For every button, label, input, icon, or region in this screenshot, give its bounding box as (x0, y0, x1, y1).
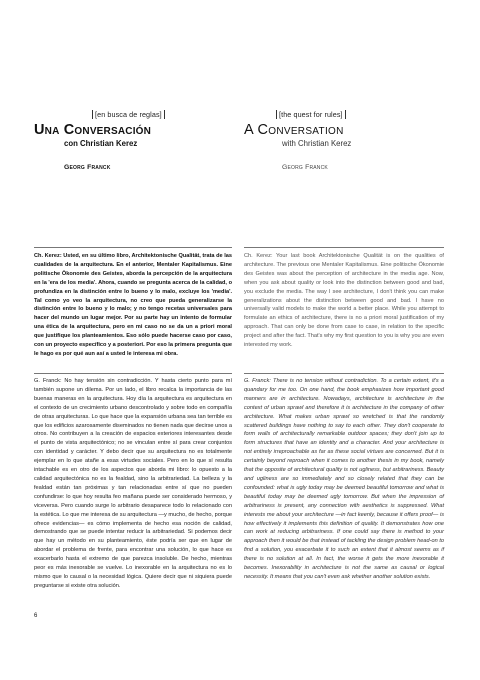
spanish-subtitle: con Christian Kerez (64, 139, 138, 148)
english-subtitle: with Christian Kerez (282, 139, 352, 148)
english-divider-rule (244, 373, 444, 374)
spanish-top-rule (34, 247, 232, 248)
spanish-answer: G. Franck: No hay tensión sin contradicción. Y hasta cierto punto para mí también supone un dilema. Por un lado, el libro recalca la importancia de las buenas maneras en la arquitectura. Hoy día la arquitectura es arquitectura en el contexto de un crecimiento urbano descontrolado y sobre todo en compañía de otras arquitecturas. Lo que hace que la expansión urbana sea tan terrible es que los edificios azarosamente diseminados no tienen nada que decirse unos a otros. No contribuyen a la creación de espacios exteriores interesantes desde el punto de vista arquitectónico; no se vinculan entre sí para crear conjuntos con identidad y carácter. Y debo decir que su arquitectura no es totalmente ejemplar en lo que atañe a esas virtudes sociales. Pero en lo que sí resulta intachable es en otro de los aspectos que aborda mi libro: lo opuesto a la calidad arquitectónica no es la fealdad, sino la arbitrariedad. La belleza y la fealdad están tan próximas y tan relacionadas entre sí que no pueden confundirse: lo que hoy resulta feo mañana puede ser considerado hermoso, y viceversa. Pero cuando surge lo arbitrario desaparece todo lo relacionado con la estética. Lo que me interesa de su arquitectura —y mucho, de hecho, porque ofrece evidencias— es cómo implementa de hecho esa noción de calidad, demostrando que se puede intentar reducir la arbitrariedad. Si podemos decir que hay un método en su planteamiento, éste podría ser que en lugar de abordar el problema de frente, para encontrar una solución, lo que hace es exacerbarlo hasta el extremo de que parezca insoluble. De hecho, mientras peor es más inexorable se vuelve. Lo inexorable en la arquitectura no es lo mismo que lo causal o la necesidad lógica. Quiere decir que ni siquiera puede preguntarse si existe otra solución. (34, 378, 232, 589)
english-title: A Conversation (244, 122, 344, 138)
spanish-divider-rule (34, 373, 232, 374)
spanish-pretitle: [en busca de reglas] (34, 110, 232, 119)
spanish-author: Georg Franck (64, 164, 111, 171)
spanish-title: Una Conversación (34, 122, 152, 138)
english-question: Ch. Kerez: Your last book Architektonische Qualität is on the qualities of architecture. The previous one Mentaler Kapitalismus. Eine politische Ökonomie des Geistes was about the perception of architecture in the media age. Now, when you ask about quality or look into the distinction between good and bad, you exclude the media. The way I see architecture, I don't think you can make generalizations about the distinction between good and bad. I have no universally valid models to make the world a better place. While you attempt to formulate an ethics of architecture, there is no a priori moral justification of my approach. That can only be done from case to case, in relation to the specific project and after the fact. That's why my first question to you is why you are even interested my work. (244, 253, 444, 349)
spanish-question: Ch. Kerez: Usted, en su último libro, Architektonische Qualität, trata de las cualidades de la arquitectura. En el anterior, Mentaler Kapitalismus. Eine politische Ökonomie des Geistes, aborda la percepción de la arquitectura en la 'era de los media'. Ahora, cuando se pregunta acerca de la calidad, o profundiza en la distinción entre lo bueno y lo malo, excluye los 'media'. Tal como yo veo la arquitectura, no creo que pueda generalizarse la distinción entre lo bueno y lo malo; y no tengo recetas universales para hacer del mundo un lugar mejor. Por su parte hay un intento de formular una ética de la arquitectura, pero en mi caso no se da un a priori moral que justifique los planteamientos. Eso sólo puede hacerse caso por caso, con un proyecto específico y a posteriori. Por eso la primera pregunta que le hago es por qué aun así a usted le interesa mi obra. (34, 253, 233, 357)
english-pretitle: [the quest for rules] (244, 110, 444, 119)
english-header (244, 110, 444, 171)
page-number: 6 (34, 613, 38, 619)
english-top-rule (244, 247, 444, 248)
spanish-header (34, 110, 232, 171)
english-author: Georg Franck (282, 164, 328, 171)
english-answer: G. Franck: There is no tension without contradiction. To a certain extent, it's a quandary for me too. On one hand, the book emphasizes how important good manners are in architecture. Nowadays, architecture is architecture in the context of urban sprawl and therefore it is architecture in the company of other architecture. What makes urban sprawl so wretched is that the randomly scattered buildings have nothing to say to each other. They don't cooperate to form walls of architecturally remarkable outdoor spaces; they don't join up to form structures that have an identity and a character. And your architecture is not entirely irreproachable as far as these social virtues are concerned. But it is certainly beyond reproach when it comes to another thesis in my book, namely that the opposite of architectural quality is not ugliness, but arbitrariness. Beauty and ugliness are so immediately and so closely related that they can be confounded: what is ugly today may be deemed beautiful tomorrow and what is beautiful today may be deemed ugly tomorrow. But when the impression of arbitrariness is present, any connection with aesthetics is suppressed. What interests me about your architecture —in fact keenly, because it offers proof— is how effectively it implements this definition of quality. It demonstrates how one can work at reducing arbitrariness. If one could say there is method to your approach then it would be that instead of tackling the design problem head-on to find a solution, you exacerbate it to such an extent that it almost seems as if there is no solution at all. In fact, the worse it gets the more inexorable it becomes. Inexorability in architecture is not the same as causal or logical necessity. It means that you can't even ask whether another solution exists. (244, 378, 444, 580)
